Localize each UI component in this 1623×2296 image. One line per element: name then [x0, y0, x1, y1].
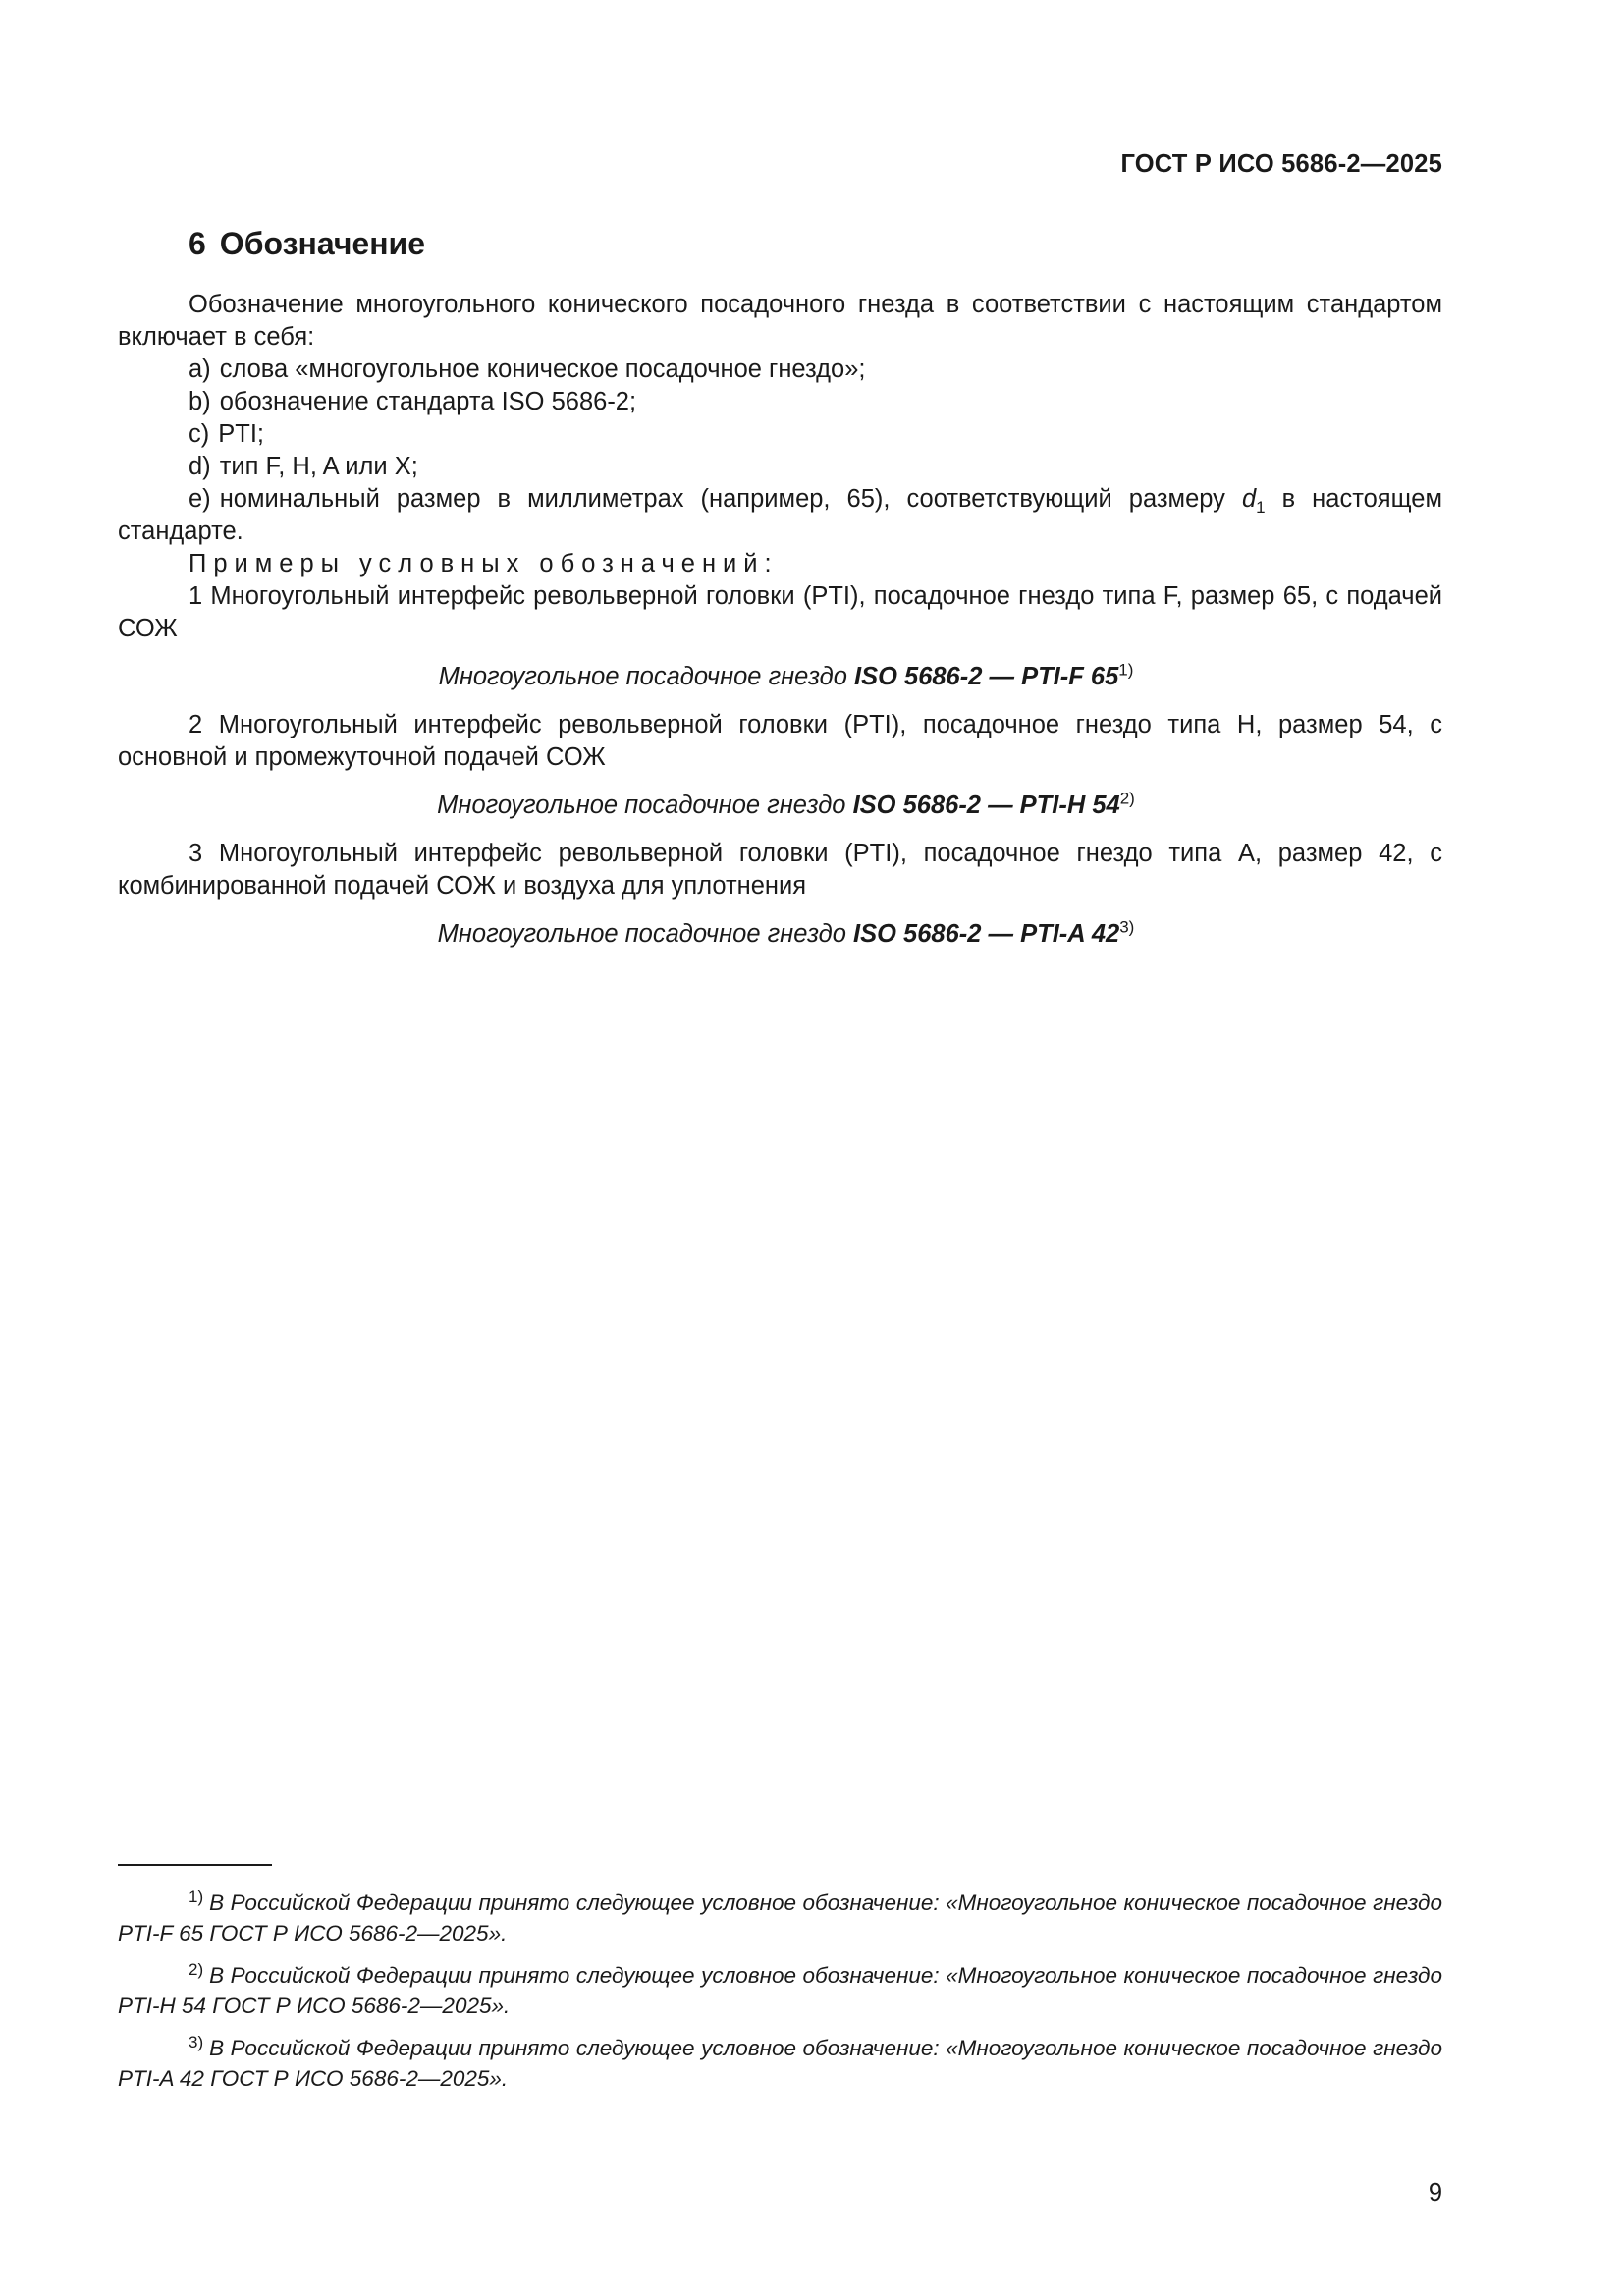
- designation: [118, 918, 1442, 951]
- designation: [118, 661, 1442, 693]
- list-item-text: слова «многоугольное коническое посадочное гнездо»;: [219, 355, 866, 383]
- list-item-mark: b): [189, 388, 211, 415]
- page-number: 9: [1428, 2179, 1442, 2207]
- list-item-text: обозначение стандарта ISO 5686-2;: [219, 388, 637, 415]
- footnote-mark: 1): [189, 1886, 204, 1906]
- list-item-text: PTI;: [218, 420, 265, 448]
- designation-prefix: Многоугольное посадочное гнездо: [437, 792, 853, 819]
- footnote: [118, 1887, 1442, 1948]
- footnote: [118, 2033, 1442, 2094]
- list-item-text: номинальный размер в миллиметрах (например, 65), соответствующий размеру: [219, 485, 1242, 513]
- list-item: [189, 451, 1442, 483]
- list-item-mark: e): [189, 485, 211, 513]
- list-item-mark: d): [189, 453, 211, 480]
- symbol-d: d: [1241, 485, 1257, 513]
- example-text: 2 Многоугольный интерфейс револьверной головки (PTI), посадочное гнездо типа H, размер 54, с основной и промежуточной подачей СОЖ: [118, 711, 1442, 771]
- designation-prefix: Многоугольное посадочное гнездо: [437, 920, 854, 948]
- list-item-text: тип F, H, A или X;: [219, 453, 418, 480]
- list-item: [118, 483, 1442, 548]
- footnote-divider: [118, 1864, 272, 1866]
- page-header: ГОСТ Р ИСО 5686-2—2025: [1120, 150, 1442, 178]
- intro-paragraph: Обозначение многоугольного конического посадочного гнезда в соответствии с настоящим стандартом включает в себя:: [118, 291, 1442, 351]
- footnote-text: В Российской Федерации принято следующее условное обозначение: «Многоугольное коническое посадочное гнездо PTI-H 54 ГОСТ Р ИСО 5686-2—2025».: [118, 1963, 1442, 2018]
- footnote-text: В Российской Федерации принято следующее условное обозначение: «Многоугольное коническое посадочное гнездо PTI-F 65 ГОСТ Р ИСО 5686-2—2025».: [118, 1890, 1442, 1945]
- footnote-mark: 3): [189, 2032, 204, 2051]
- section-title: Обозначение: [219, 226, 425, 261]
- main-content: [118, 224, 1442, 966]
- designation-code: ISO 5686-2 — PTI-H 54: [852, 792, 1120, 819]
- footnote-text: В Российской Федерации принято следующее условное обозначение: «Многоугольное коническое посадочное гнездо PTI-A 42 ГОСТ Р ИСО 5686-2—2025».: [118, 2036, 1442, 2091]
- list-item-mark: a): [189, 355, 211, 383]
- examples-heading: Примеры условных обозначений:: [189, 550, 779, 577]
- list-item-text-end: в настоящем стандарте.: [118, 485, 1442, 545]
- example-text: 1 Многоугольный интерфейс револьверной головки (PTI), посадочное гнездо типа F, размер 65, с подачей СОЖ: [118, 582, 1442, 642]
- list-item: [189, 386, 1442, 418]
- footnote-ref: 3): [1119, 917, 1135, 937]
- list-item: [189, 354, 1442, 386]
- designation-prefix: Многоугольное посадочное гнездо: [438, 663, 854, 690]
- designation-code: ISO 5686-2 — PTI-F 65: [854, 663, 1119, 690]
- symbol-subscript: 1: [1256, 498, 1266, 518]
- footnotes: [118, 1864, 1442, 2105]
- list-item-mark: c): [189, 420, 210, 448]
- footnote-mark: 2): [189, 1959, 204, 1979]
- designation: [118, 790, 1442, 822]
- list-item: [189, 418, 1442, 451]
- section-heading: [189, 224, 1442, 263]
- section-number: 6: [189, 226, 206, 261]
- footnote-ref: 2): [1119, 789, 1135, 808]
- designation-code: ISO 5686-2 — PTI-A 42: [853, 920, 1120, 948]
- example-text: 3 Многоугольный интерфейс револьверной головки (PTI), посадочное гнездо типа A, размер 42, с комбинированной подачей СОЖ и воздуха для уплотнения: [118, 840, 1442, 900]
- footnote: [118, 1960, 1442, 2021]
- footnote-ref: 1): [1118, 660, 1134, 680]
